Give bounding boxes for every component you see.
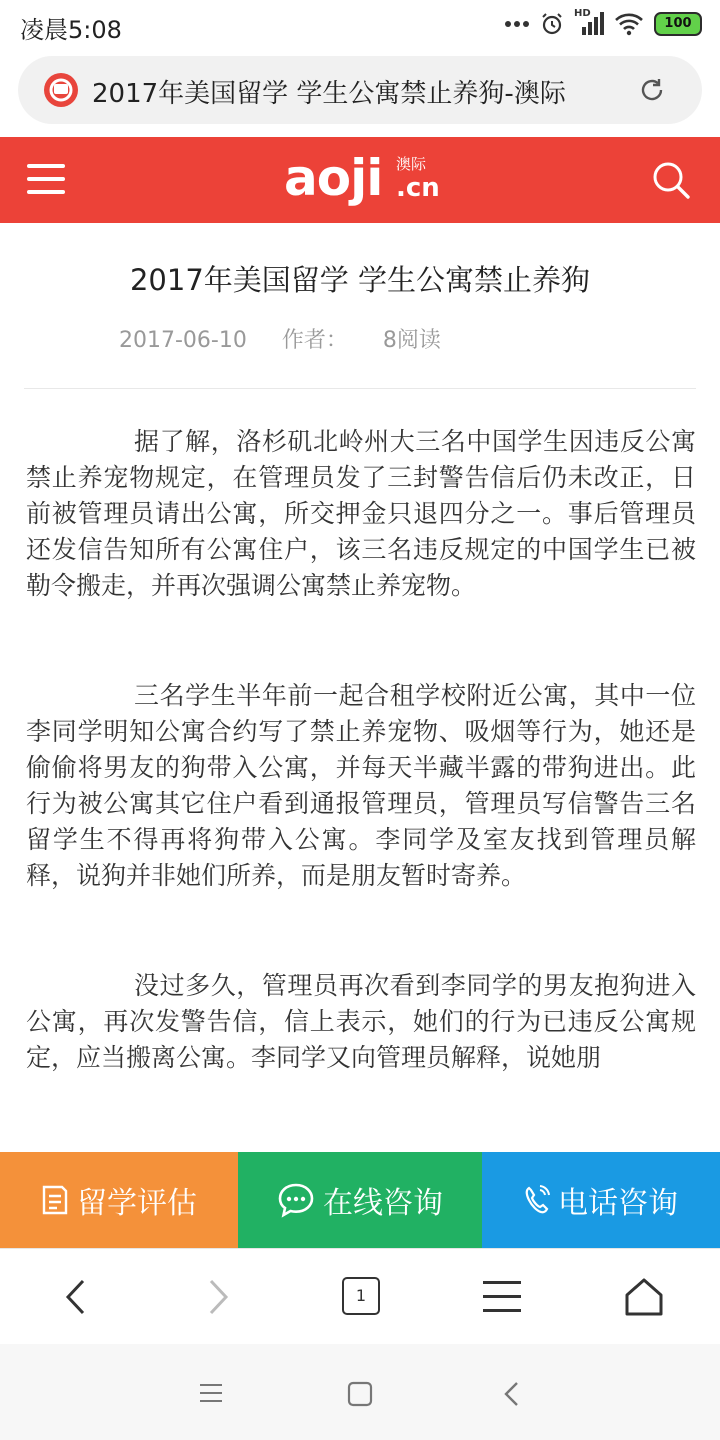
system-back-icon[interactable] (500, 1380, 524, 1408)
divider (24, 388, 696, 389)
site-header (0, 137, 720, 223)
alarm-icon (540, 12, 564, 36)
study-evaluation-button[interactable] (0, 1152, 238, 1248)
search-icon[interactable] (650, 159, 692, 201)
back-icon[interactable] (56, 1277, 96, 1317)
brand-main: aoji (284, 149, 383, 207)
recent-apps-icon[interactable] (198, 1382, 224, 1404)
site-favicon-icon (44, 73, 78, 107)
consult-action-bar (0, 1152, 720, 1248)
tabs-button[interactable] (342, 1277, 382, 1317)
paragraph: 三名学生半年前一起合租学校附近公寓，其中一位李同学明知公寓合约写了禁止养宠物、吸烟等行为，她还是偷偷将男友的狗带入公寓，并每天半藏半露的带狗进出。此行为被公寓其它住户看到通报管理员，管理员写信警告三名留学生不得再将狗带入公寓。李同学及室友找到管理员解释，说狗并非她们所养，而是朋友暂时寄养。 (26, 681, 696, 890)
article-date: 2017-06-10 (119, 328, 247, 353)
study-evaluation-label: 留学评估 (77, 1186, 197, 1221)
article-meta (119, 323, 469, 354)
online-consult-label: 在线咨询 (323, 1186, 443, 1221)
forward-icon[interactable] (198, 1277, 238, 1317)
battery-indicator: 100 (654, 12, 702, 36)
article-author-label: 作者： (281, 328, 348, 353)
reload-icon[interactable] (638, 76, 666, 104)
url-title[interactable]: 2017年美国留学 学生公寓禁止养狗-澳际 (92, 79, 566, 109)
wifi-icon (614, 12, 644, 36)
url-bar[interactable] (18, 56, 702, 124)
chat-bubble-icon (277, 1182, 315, 1218)
tab-count: 1 (342, 1277, 380, 1315)
signal-icon (574, 8, 604, 37)
more-dots-icon (504, 20, 530, 28)
paragraph: 没过多久，管理员再次看到李同学的男友抱狗进入公寓，再次发警告信，信上表示，她们的行为已违反公寓规定，应当搬离公寓。李同学又向管理员解释，说她朋 (26, 971, 696, 1072)
phone-consult-label: 电话咨询 (558, 1186, 678, 1221)
paragraph: 据了解，洛杉矶北岭州大三名中国学生因违反公寓禁止养宠物规定，在管理员发了三封警告信后仍未改正，日前被管理员请出公寓，所交押金只退四分之一。事后管理员还发信告知所有公寓住户，该三名违反规定的中国学生已被勒令搬走，并再次强调公寓禁止养宠物。 (26, 427, 696, 600)
home-icon[interactable] (624, 1277, 664, 1317)
article-reads: 8阅读 (382, 328, 441, 353)
menu-icon[interactable] (27, 162, 67, 196)
brand-domain: .cn (396, 173, 440, 203)
status-bar (0, 0, 720, 50)
system-home-icon[interactable] (347, 1381, 373, 1407)
phone-icon (524, 1185, 550, 1215)
phone-consult-button[interactable] (482, 1152, 720, 1248)
article-body (26, 424, 696, 1150)
status-time: 凌晨5:08 (20, 16, 122, 44)
evaluation-icon (41, 1184, 69, 1216)
browser-bottom-nav (0, 1248, 720, 1345)
status-icons (504, 9, 702, 39)
system-nav-bar (0, 1344, 720, 1440)
brand-logo[interactable] (284, 149, 442, 209)
browser-menu-icon[interactable] (482, 1277, 522, 1317)
network-label: HD (574, 8, 591, 19)
online-consult-button[interactable] (238, 1152, 482, 1248)
article-title: 2017年美国留学 学生公寓禁止养狗 (129, 263, 591, 297)
brand-cn: 澳际 (396, 155, 427, 173)
